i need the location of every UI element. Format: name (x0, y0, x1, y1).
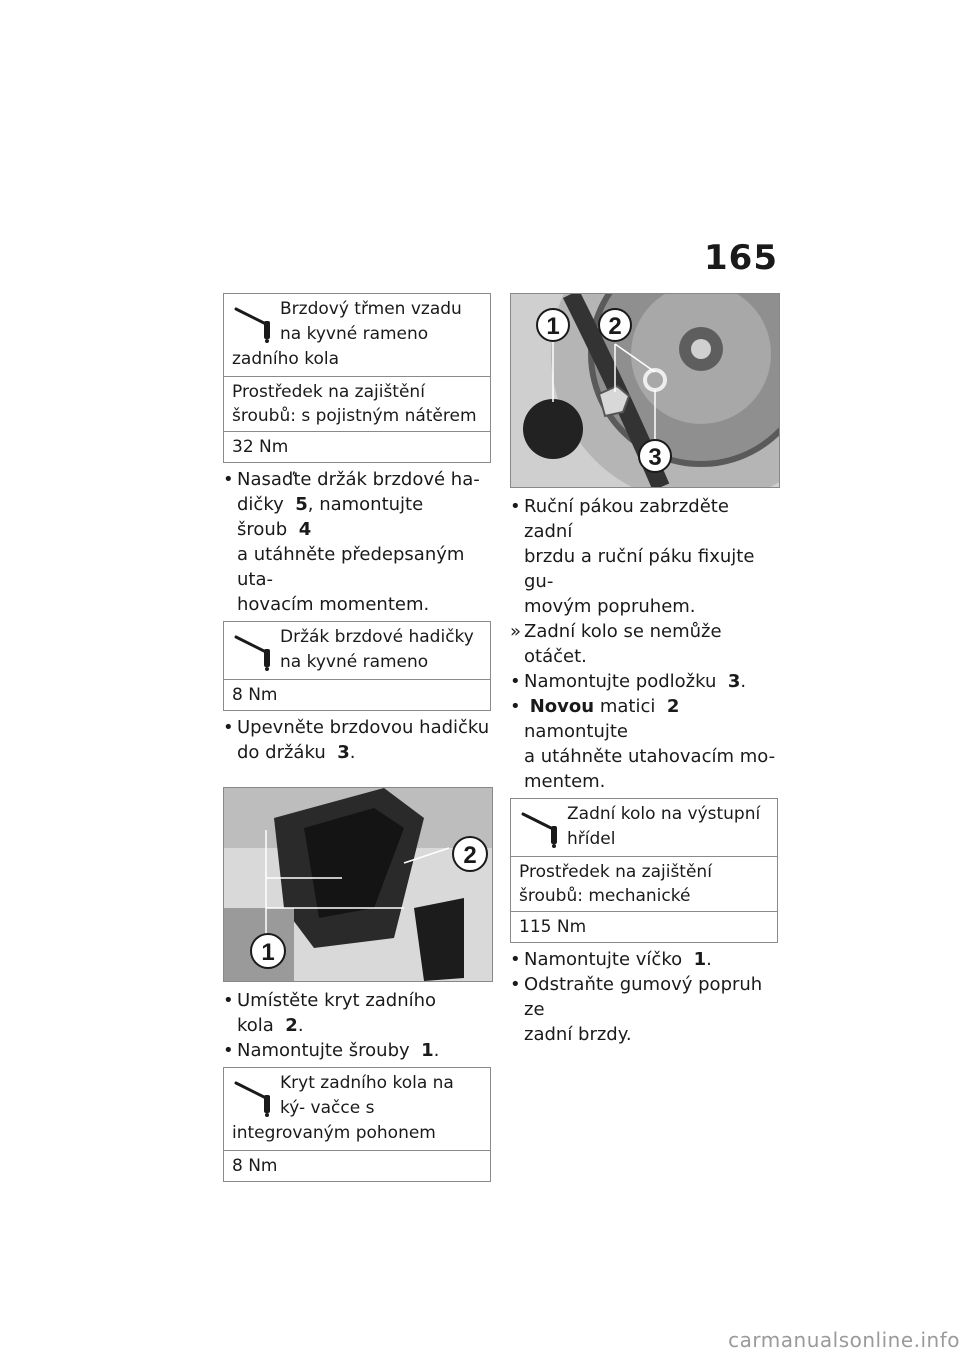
step-list (223, 988, 491, 1063)
photo-label: 2 (608, 313, 622, 340)
step-item: • Ruční pákou zabrzděte zadní brzdu a ruční páku fixujte gu- movým popruhem. (510, 496, 755, 617)
torque-wrench-icon (232, 627, 278, 673)
step-item: • Namontujte víčko 1. (510, 949, 712, 970)
spec-title: Kryt zadního kola na ký- vačce s integrovaným pohonem (232, 1073, 454, 1143)
bullet-icon: • (223, 717, 234, 738)
torque-wrench-icon (232, 1073, 278, 1119)
bullet-icon: • (510, 949, 521, 970)
wheel-cover-photo (223, 787, 493, 982)
step-list (223, 467, 491, 617)
spec-torque: 8 Nm (232, 1156, 278, 1176)
step-item: • Novou matici 2 namontujte a utáhněte utahovacím mo- mentem. (510, 696, 776, 792)
step-item: • Umístěte kryt zadního kola 2. (223, 990, 437, 1036)
bullet-icon: • (510, 974, 521, 995)
step-item: • Namontujte šrouby 1. (223, 1040, 440, 1061)
photo-label: 1 (261, 939, 275, 966)
bullet-icon: • (510, 671, 521, 692)
spec-header (224, 1068, 490, 1151)
step-list (510, 947, 778, 1047)
step-item: • Nasaďte držák brzdové ha- dičky 5, namontujte šroub 4 a utáhněte předepsaným uta- hovacím momentem. (223, 469, 480, 615)
spec-title: Držák brzdové hadičky na kyvné rameno (280, 627, 474, 672)
photo-label: 1 (546, 313, 560, 340)
step-item: • Namontujte podložku 3. (510, 671, 747, 692)
spec-agent: Prostředek na zajištění šroubů: mechanické (511, 857, 777, 912)
spec-torque: 8 Nm (232, 685, 278, 705)
torque-spec-brake-caliper (223, 293, 491, 463)
spec-header (224, 294, 490, 377)
spec-title: Zadní kolo na výstupní hřídel (567, 804, 761, 849)
right-column (510, 293, 778, 1051)
spec-agent: Prostředek na zajištění šroubů: s pojistným nátěrem (224, 377, 490, 432)
step-item: • Upevněte brzdovou hadičku do držáku 3. (223, 717, 490, 763)
spec-title: Brzdový třmen vzadu na kyvné rameno zadního kola (232, 299, 462, 369)
rear-wheel-photo (510, 293, 780, 488)
bullet-icon: • (223, 1040, 234, 1061)
photo-label: 3 (648, 444, 662, 471)
torque-spec-wheel-cover (223, 1067, 491, 1182)
spec-torque: 32 Nm (232, 437, 289, 457)
bullet-icon: • (223, 990, 234, 1011)
bullet-icon: • (223, 469, 234, 490)
spec-header (224, 622, 490, 680)
watermark: carmanualsonline.info (728, 1328, 960, 1352)
torque-spec-rear-wheel (510, 798, 778, 943)
photo-label: 2 (463, 842, 477, 869)
torque-spec-hose-holder (223, 621, 491, 711)
bullet-icon: • (510, 496, 521, 517)
spec-header (511, 799, 777, 857)
torque-wrench-icon (232, 299, 278, 345)
step-list (510, 494, 778, 794)
result-arrow-icon: » (510, 621, 522, 642)
spec-torque: 115 Nm (519, 917, 587, 937)
left-column (223, 293, 491, 1182)
bullet-icon: • (510, 696, 521, 717)
page-number: 165 (704, 238, 778, 278)
result-item: » Zadní kolo se nemůže otáčet. (510, 621, 722, 667)
step-list (223, 715, 491, 765)
step-item: • Odstraňte gumový popruh ze zadní brzdy. (510, 974, 763, 1045)
torque-wrench-icon (519, 804, 565, 850)
